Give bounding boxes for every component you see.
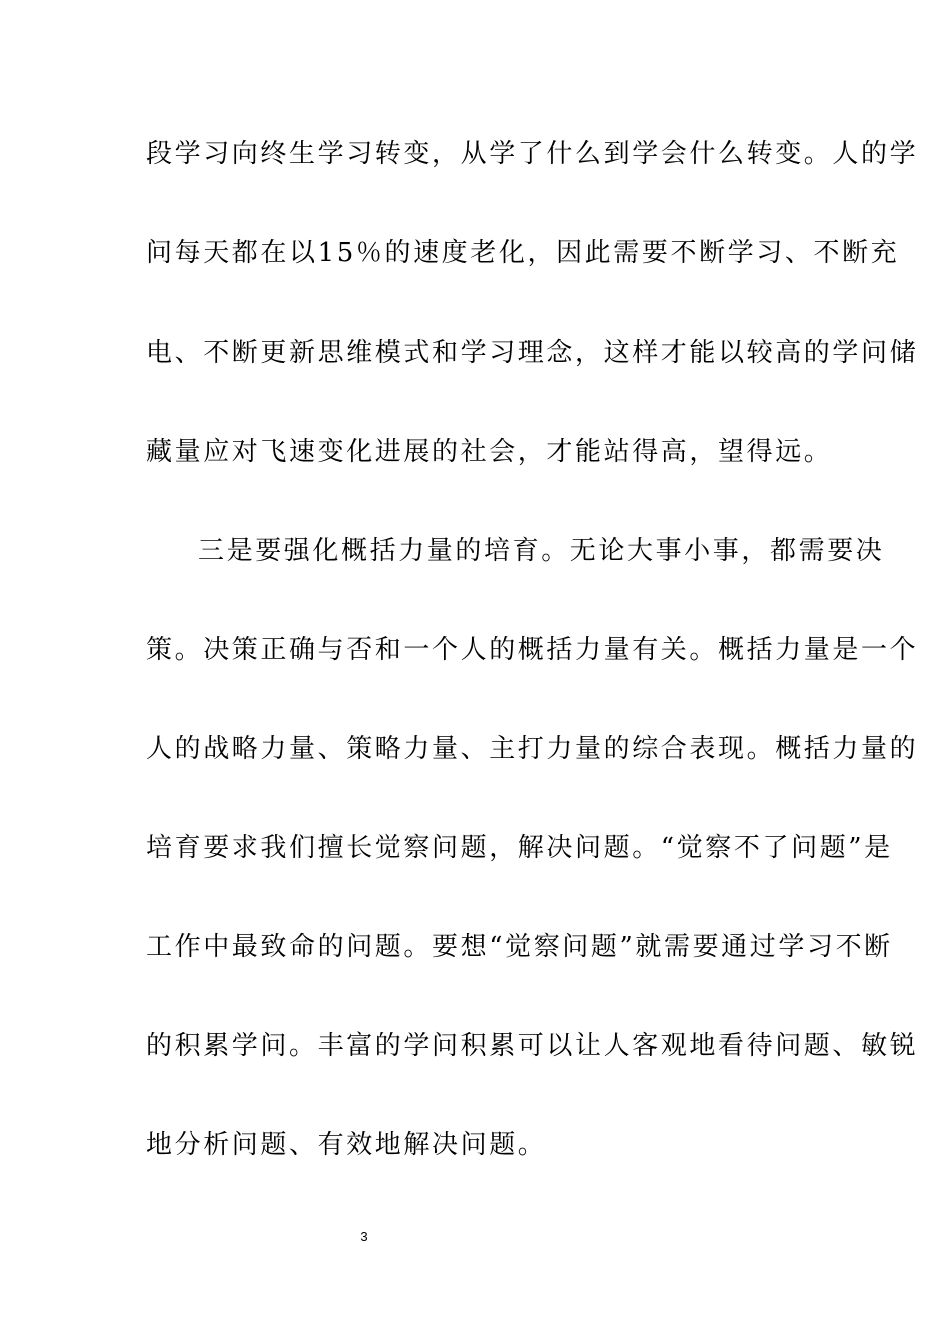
text-line: 藏量应对飞速变化进展的社会，才能站得高，望得远。 [146,437,833,467]
text-line: 人的战略力量、策略力量、主打力量的综合表现。概括力量的 [146,734,919,764]
page-number: 3 [360,1229,368,1244]
text-line: 工作中最致命的问题。要想“觉察问题”就需要通过学习不断 [146,932,893,962]
text-line: 培育要求我们擅长觉察问题，解决问题。“觉察不了问题”是 [146,833,893,863]
text-line: 问每天都在以15％的速度老化，因此需要不断学习、不断充 [146,238,900,268]
text-line: 的积累学问。丰富的学问积累可以让人客观地看待问题、敏锐 [146,1031,919,1061]
text-line: 策。决策正确与否和一个人的概括力量有关。概括力量是一个 [146,635,919,665]
paragraph-first-line: 三是要强化概括力量的培育。无论大事小事，都需要决 [198,536,885,566]
text-line: 地分析问题、有效地解决问题。 [146,1130,547,1160]
text-line: 电、不断更新思维模式和学习理念，这样才能以较高的学问储 [146,338,919,368]
text-line: 段学习向终生学习转变，从学了什么到学会什么转变。人的学 [146,139,919,169]
